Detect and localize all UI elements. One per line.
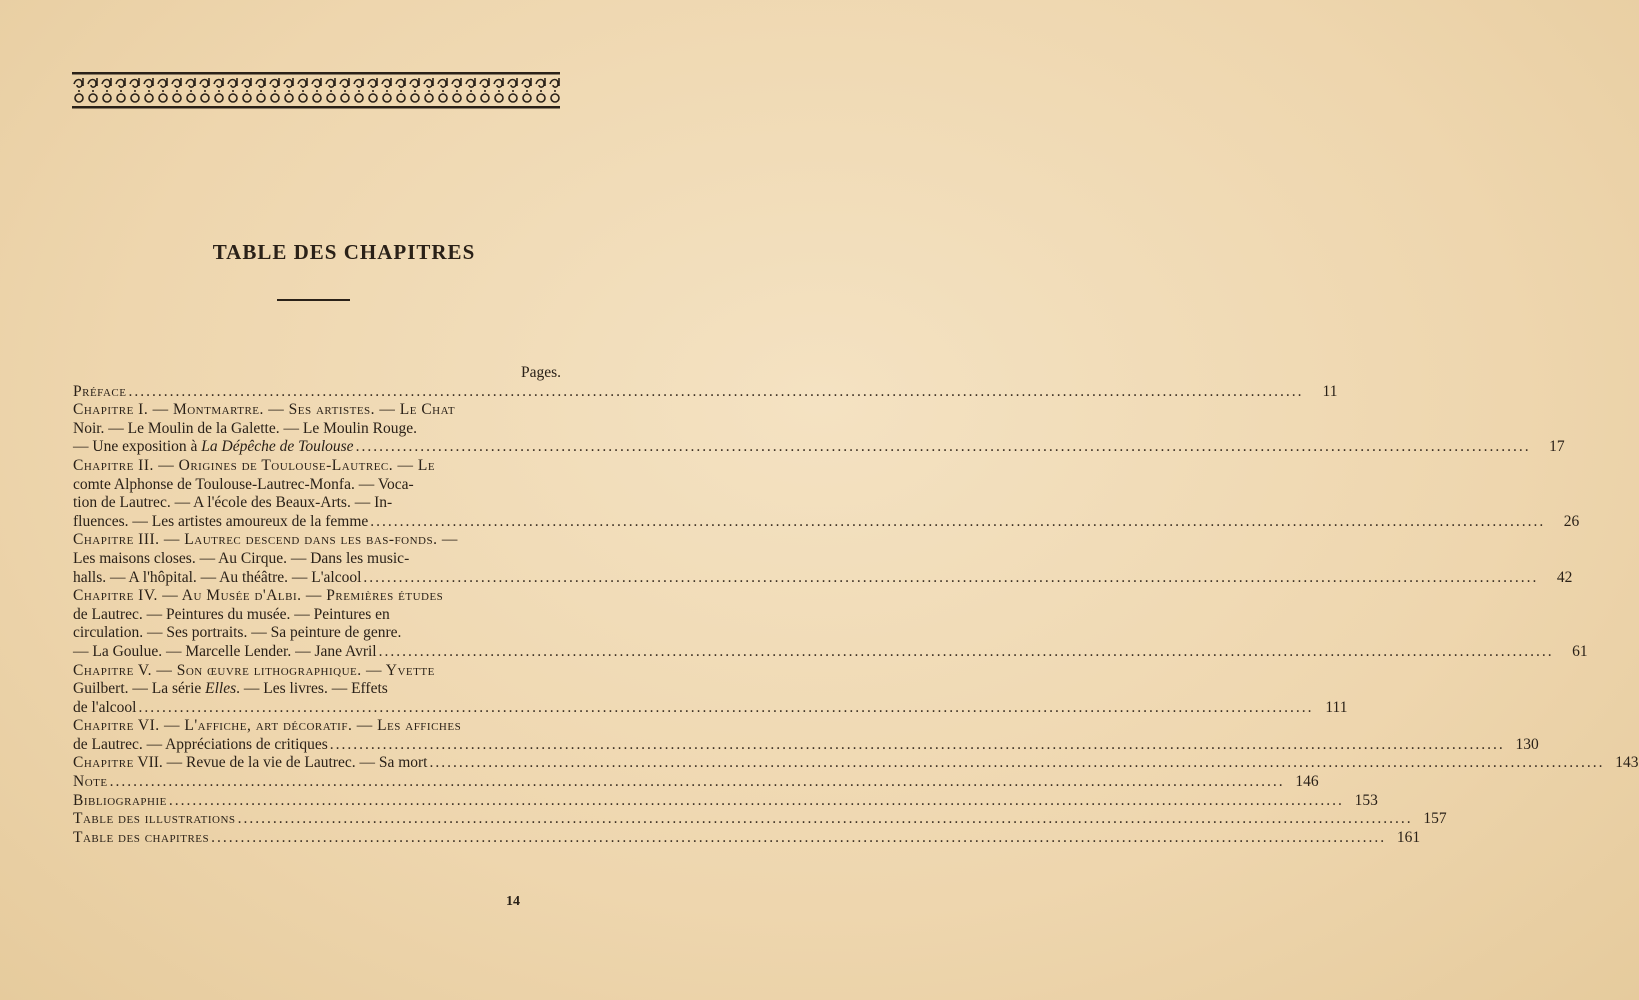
page-number: 42 bbox=[1556, 568, 1573, 586]
toc-entry-line bbox=[73, 401, 561, 420]
toc-entry-italic-text: La Dépêche de Toulouse bbox=[201, 438, 354, 456]
toc-entry-title: Bibliographie bbox=[73, 791, 167, 809]
page-number: 61 bbox=[1572, 642, 1588, 660]
toc-entry-bibliographie bbox=[73, 791, 1378, 811]
toc-entry-line bbox=[73, 587, 561, 606]
toc-entry-chapter-3 bbox=[73, 531, 1573, 587]
table-of-contents bbox=[73, 364, 1639, 847]
page-number: 146 bbox=[1295, 773, 1319, 791]
toc-entry-line bbox=[73, 476, 561, 495]
dot-leader: ........................................................................................................................................................................................................ bbox=[237, 810, 1413, 828]
dot-leader: ........................................................................................................................................................................................................ bbox=[378, 642, 1554, 660]
toc-entry-line bbox=[73, 606, 561, 625]
toc-entry-line bbox=[73, 680, 561, 699]
toc-entry-line bbox=[73, 420, 561, 439]
dot-leader: ........................................................................................................................................................................................................ bbox=[370, 512, 1546, 530]
toc-entry-chapter-1 bbox=[73, 401, 1565, 457]
toc-entry-line-text: Chapitre VI. — L'affiche, art décoratif. — Les affiches bbox=[73, 717, 462, 735]
toc-entry-line bbox=[73, 662, 561, 681]
toc-entry-line-text: comte Alphonse de Toulouse-Lautrec-Monfa. — Voca- bbox=[73, 475, 414, 493]
toc-entry-line-text: tion de Lautrec. — A l'école des Beaux-Arts. — In- bbox=[73, 494, 393, 512]
toc-entry-title: Table des chapitres bbox=[73, 828, 210, 846]
title-rule bbox=[277, 299, 350, 301]
toc-entry-title: Préface bbox=[73, 382, 127, 400]
toc-entry-text: . — Les livres. — Effets bbox=[236, 680, 388, 698]
toc-entry-text: — Une exposition à bbox=[73, 438, 202, 456]
toc-entry-title: de l'alcool bbox=[73, 698, 137, 716]
dot-leader: ........................................................................................................................................................................................................ bbox=[138, 698, 1314, 716]
toc-entry-line-text: circulation. — Ses portraits. — Sa peinture de genre. bbox=[73, 624, 402, 642]
toc-entry-line-text: Chapitre IV. — Au Musée d'Albi. — Premières études bbox=[73, 587, 444, 605]
toc-entry-note bbox=[73, 773, 1319, 792]
toc-entry-title bbox=[73, 438, 354, 457]
toc-entry-chapter-4 bbox=[73, 587, 1588, 661]
toc-entry-line bbox=[73, 457, 561, 476]
toc-entry-chapter-5 bbox=[73, 661, 1348, 718]
dot-leader: ........................................................................................................................................................................................................ bbox=[363, 568, 1539, 586]
toc-entry-italic-text: Elles bbox=[205, 680, 237, 698]
toc-entry-title: — La Goulue. — Marcelle Lender. — Jane Avril bbox=[73, 642, 377, 660]
toc-entry-line-text: Chapitre III. — Lautrec descend dans les bas-fonds. — bbox=[73, 531, 458, 549]
page-number: 11 bbox=[1322, 382, 1338, 400]
pages-column-label: Pages. bbox=[520, 364, 561, 381]
toc-entry-line bbox=[73, 717, 561, 736]
page-folio-number: 14 bbox=[506, 894, 520, 909]
toc-entry-line-text: Chapitre II. — Origines de Toulouse-Lautrec. — Le bbox=[73, 456, 436, 474]
toc-entry-title: halls. — A l'hôpital. — Au théâtre. — L'alcool bbox=[73, 568, 362, 586]
toc-entry-line-text: Chapitre V. — Son œuvre lithographique. — Yvette bbox=[73, 661, 435, 679]
toc-entry-line bbox=[73, 550, 561, 569]
toc-entry-table-illustrations bbox=[73, 810, 1447, 829]
toc-entry-title: Table des illustrations bbox=[73, 810, 236, 828]
toc-entry-table-chapitres bbox=[73, 828, 1421, 848]
dot-leader: ........................................................................................................................................................................................................ bbox=[168, 791, 1344, 809]
page-number: 111 bbox=[1325, 698, 1348, 716]
page-number: 130 bbox=[1515, 735, 1539, 753]
page-number: 157 bbox=[1423, 810, 1447, 828]
toc-entry-line-text: Noir. — Le Moulin de la Galette. — Le Moulin Rouge. bbox=[73, 419, 417, 437]
page-title: TABLE DES CHAPITRES bbox=[212, 240, 476, 264]
toc-entry-text: Guilbert. — La série bbox=[73, 680, 206, 698]
page-number: 26 bbox=[1563, 512, 1580, 530]
toc-entry-title: fluences. — Les artistes amoureux de la femme bbox=[73, 512, 369, 530]
toc-entry-title: Note bbox=[73, 773, 108, 791]
toc-entry-title: de Lautrec. — Appréciations de critiques bbox=[73, 735, 328, 753]
page-number: 17 bbox=[1549, 438, 1565, 456]
toc-entry-line-text: Chapitre I. — Montmartre. — Ses artistes. — Le Chat bbox=[73, 401, 456, 419]
dot-leader: ........................................................................................................................................................................................................ bbox=[128, 382, 1304, 400]
page-number: 153 bbox=[1354, 791, 1378, 809]
toc-entry-line bbox=[73, 624, 561, 643]
toc-entry-line-text: Les maisons closes. — Au Cirque. — Dans les music- bbox=[73, 549, 410, 567]
toc-entry-line bbox=[73, 494, 561, 513]
dot-leader: ........................................................................................................................................................................................................ bbox=[429, 754, 1605, 772]
dot-leader: ........................................................................................................................................................................................................ bbox=[329, 735, 1505, 753]
toc-entry-chapter-6 bbox=[73, 717, 1539, 754]
toc-entry-chapter-2 bbox=[73, 456, 1580, 531]
toc-entry-title: Chapitre VII. — Revue de la vie de Lautrec. — Sa mort bbox=[73, 754, 428, 772]
page-number: 143 bbox=[1615, 754, 1639, 772]
dot-leader: ........................................................................................................................................................................................................ bbox=[109, 773, 1285, 791]
page-number: 161 bbox=[1396, 828, 1421, 846]
toc-entry-chapter-7 bbox=[73, 754, 1639, 773]
toc-entry-preface bbox=[73, 382, 1338, 402]
dot-leader: ........................................................................................................................................................................................................ bbox=[355, 438, 1531, 456]
toc-entry-line-text: de Lautrec. — Peintures du musée. — Peintures en bbox=[73, 605, 390, 623]
toc-entry-line bbox=[73, 531, 561, 550]
decorative-header-ornament bbox=[72, 72, 560, 112]
dot-leader: ........................................................................................................................................................................................................ bbox=[211, 828, 1387, 846]
